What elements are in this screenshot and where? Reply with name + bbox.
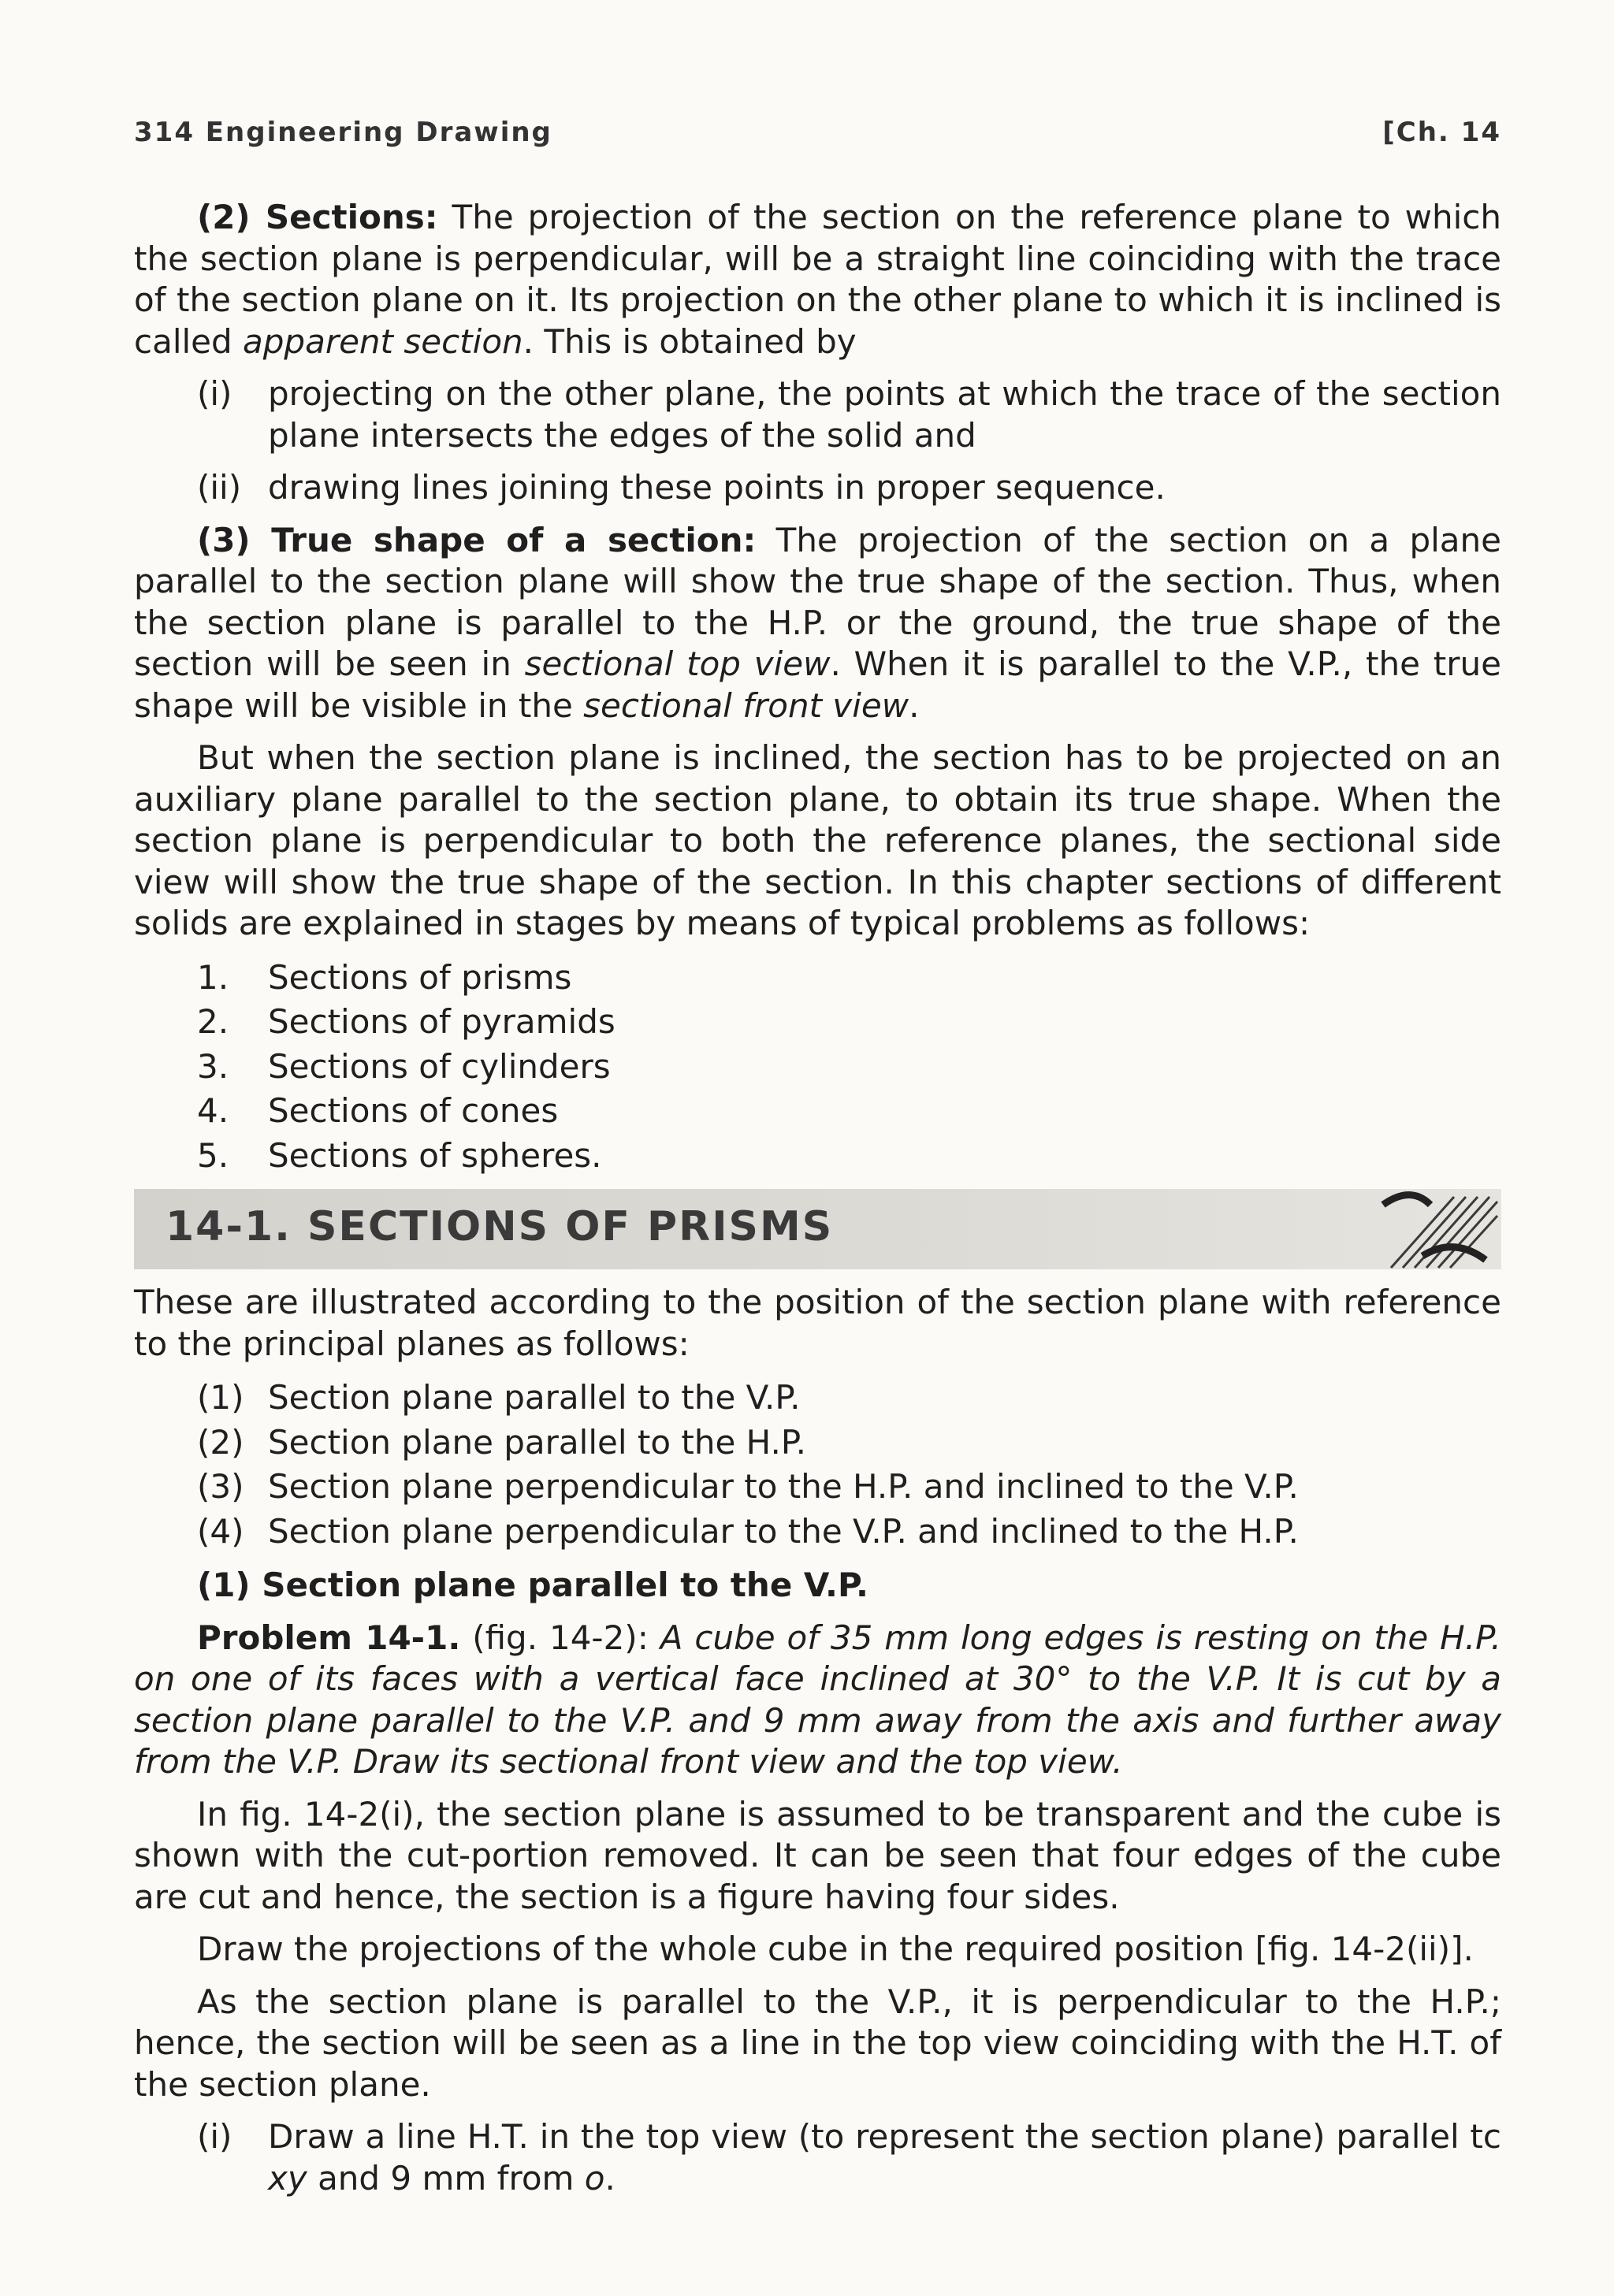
paragraph-sections: (2) Sections: The projection of the section on the reference plane to which the section plane is perpendicular, will be a straight line coinciding with the trace of the section plane on it. Its projection on the other plane to which it is inclined is called apparent section. This is obtained by <box>134 198 1501 361</box>
paragraph-label: (3) True shape of a section: <box>197 520 757 559</box>
chapter-label: [Ch. 14 <box>1382 117 1501 148</box>
problem-statement: Problem 14-1. (fig. 14-2): A cube of 35 mm long edges is resting on the H.P. on one of its faces with a vertical face inclined at 30° to the V.P. It is cut by a section plane parallel to the V.P. and 9 mm away from the axis and further away from the V.P. Draw its sectional front view and the top view. <box>134 1618 1501 1781</box>
paragraph-draw-projections: Draw the projections of the whole cube in the required position [fig. 14-2(ii)]. <box>197 1930 1474 1968</box>
list-item: 5. Sections of spheres. <box>197 1135 602 1175</box>
solids-list <box>134 956 1501 1179</box>
step-item: (i) Draw a line H.T. in the top view (to represent the section plane) parallel tc xy and 9 mm from o. <box>197 2117 1501 2198</box>
plane-positions-list <box>134 1376 1501 1554</box>
paragraph-inclined: But when the section plane is inclined, the section has to be projected on an auxiliary plane parallel to the section plane, to obtain its true shape. When the section plane is perpendicular to both the reference planes, the sectional side view will show the true shape of the section. In this chapter sections of different solids are explained in stages by means of typical problems as follows: <box>134 738 1501 942</box>
subheading: (1) Section plane parallel to the V.P. <box>197 1566 868 1604</box>
list-item: 1. Sections of prisms <box>197 957 572 997</box>
step-item: (i) projecting on the other plane, the points at which the trace of the section plane intersects the edges of the solid and <box>197 374 1501 455</box>
page-body <box>134 197 1501 2199</box>
list-item: 3. Sections of cylinders <box>197 1046 611 1086</box>
list-item: (1) Section plane parallel to the V.P. <box>197 1378 801 1417</box>
paragraph-true-shape: (3) True shape of a section: The projection of the section on a plane parallel to the section plane will show the true shape of the section. Thus, when the section plane is parallel to the H.P. or the ground, the true shape of the section will be seen in sectional top view. When it is parallel to the V.P., the true shape will be visible in the sectional front view. <box>134 520 1501 725</box>
list-item: 4. Sections of cones <box>197 1091 559 1130</box>
paragraph-fig-i: In fig. 14-2(i), the section plane is assumed to be transparent and the cube is shown with the cut-portion removed. It can be seen that four edges of the cube are cut and hence, the section is a figure having four sides. <box>134 1794 1501 1916</box>
hatch-ornament-icon <box>1367 1181 1501 1276</box>
step-item: (ii) drawing lines joining these points in proper sequence. <box>197 468 1166 507</box>
list-item: 2. Sections of pyramids <box>197 1002 615 1041</box>
running-header <box>134 117 1501 156</box>
paragraph-illustrated: These are illustrated according to the position of the section plane with reference to the principal planes as follows: <box>134 1283 1501 1363</box>
section-heading: 14-1. SECTIONS OF PRISMS <box>165 1203 834 1250</box>
list-item: (2) Section plane parallel to the H.P. <box>197 1422 806 1462</box>
paragraph-label: (2) Sections: <box>197 198 438 236</box>
problem-label: Problem 14-1. <box>197 1618 461 1657</box>
section-heading-banner <box>134 1189 1501 1269</box>
list-item: (4) Section plane perpendicular to the V.P. and inclined to the H.P. <box>197 1511 1299 1551</box>
list-item: (3) Section plane perpendicular to the H.P. and inclined to the V.P. <box>197 1467 1299 1506</box>
paragraph-parallel-vp: As the section plane is parallel to the V.P., it is perpendicular to the H.P.; hence, the section will be seen as a line in the top view coinciding with the H.T. of the section plane. <box>134 1982 1501 2104</box>
page-label: 314 Engineering Drawing <box>134 117 552 148</box>
